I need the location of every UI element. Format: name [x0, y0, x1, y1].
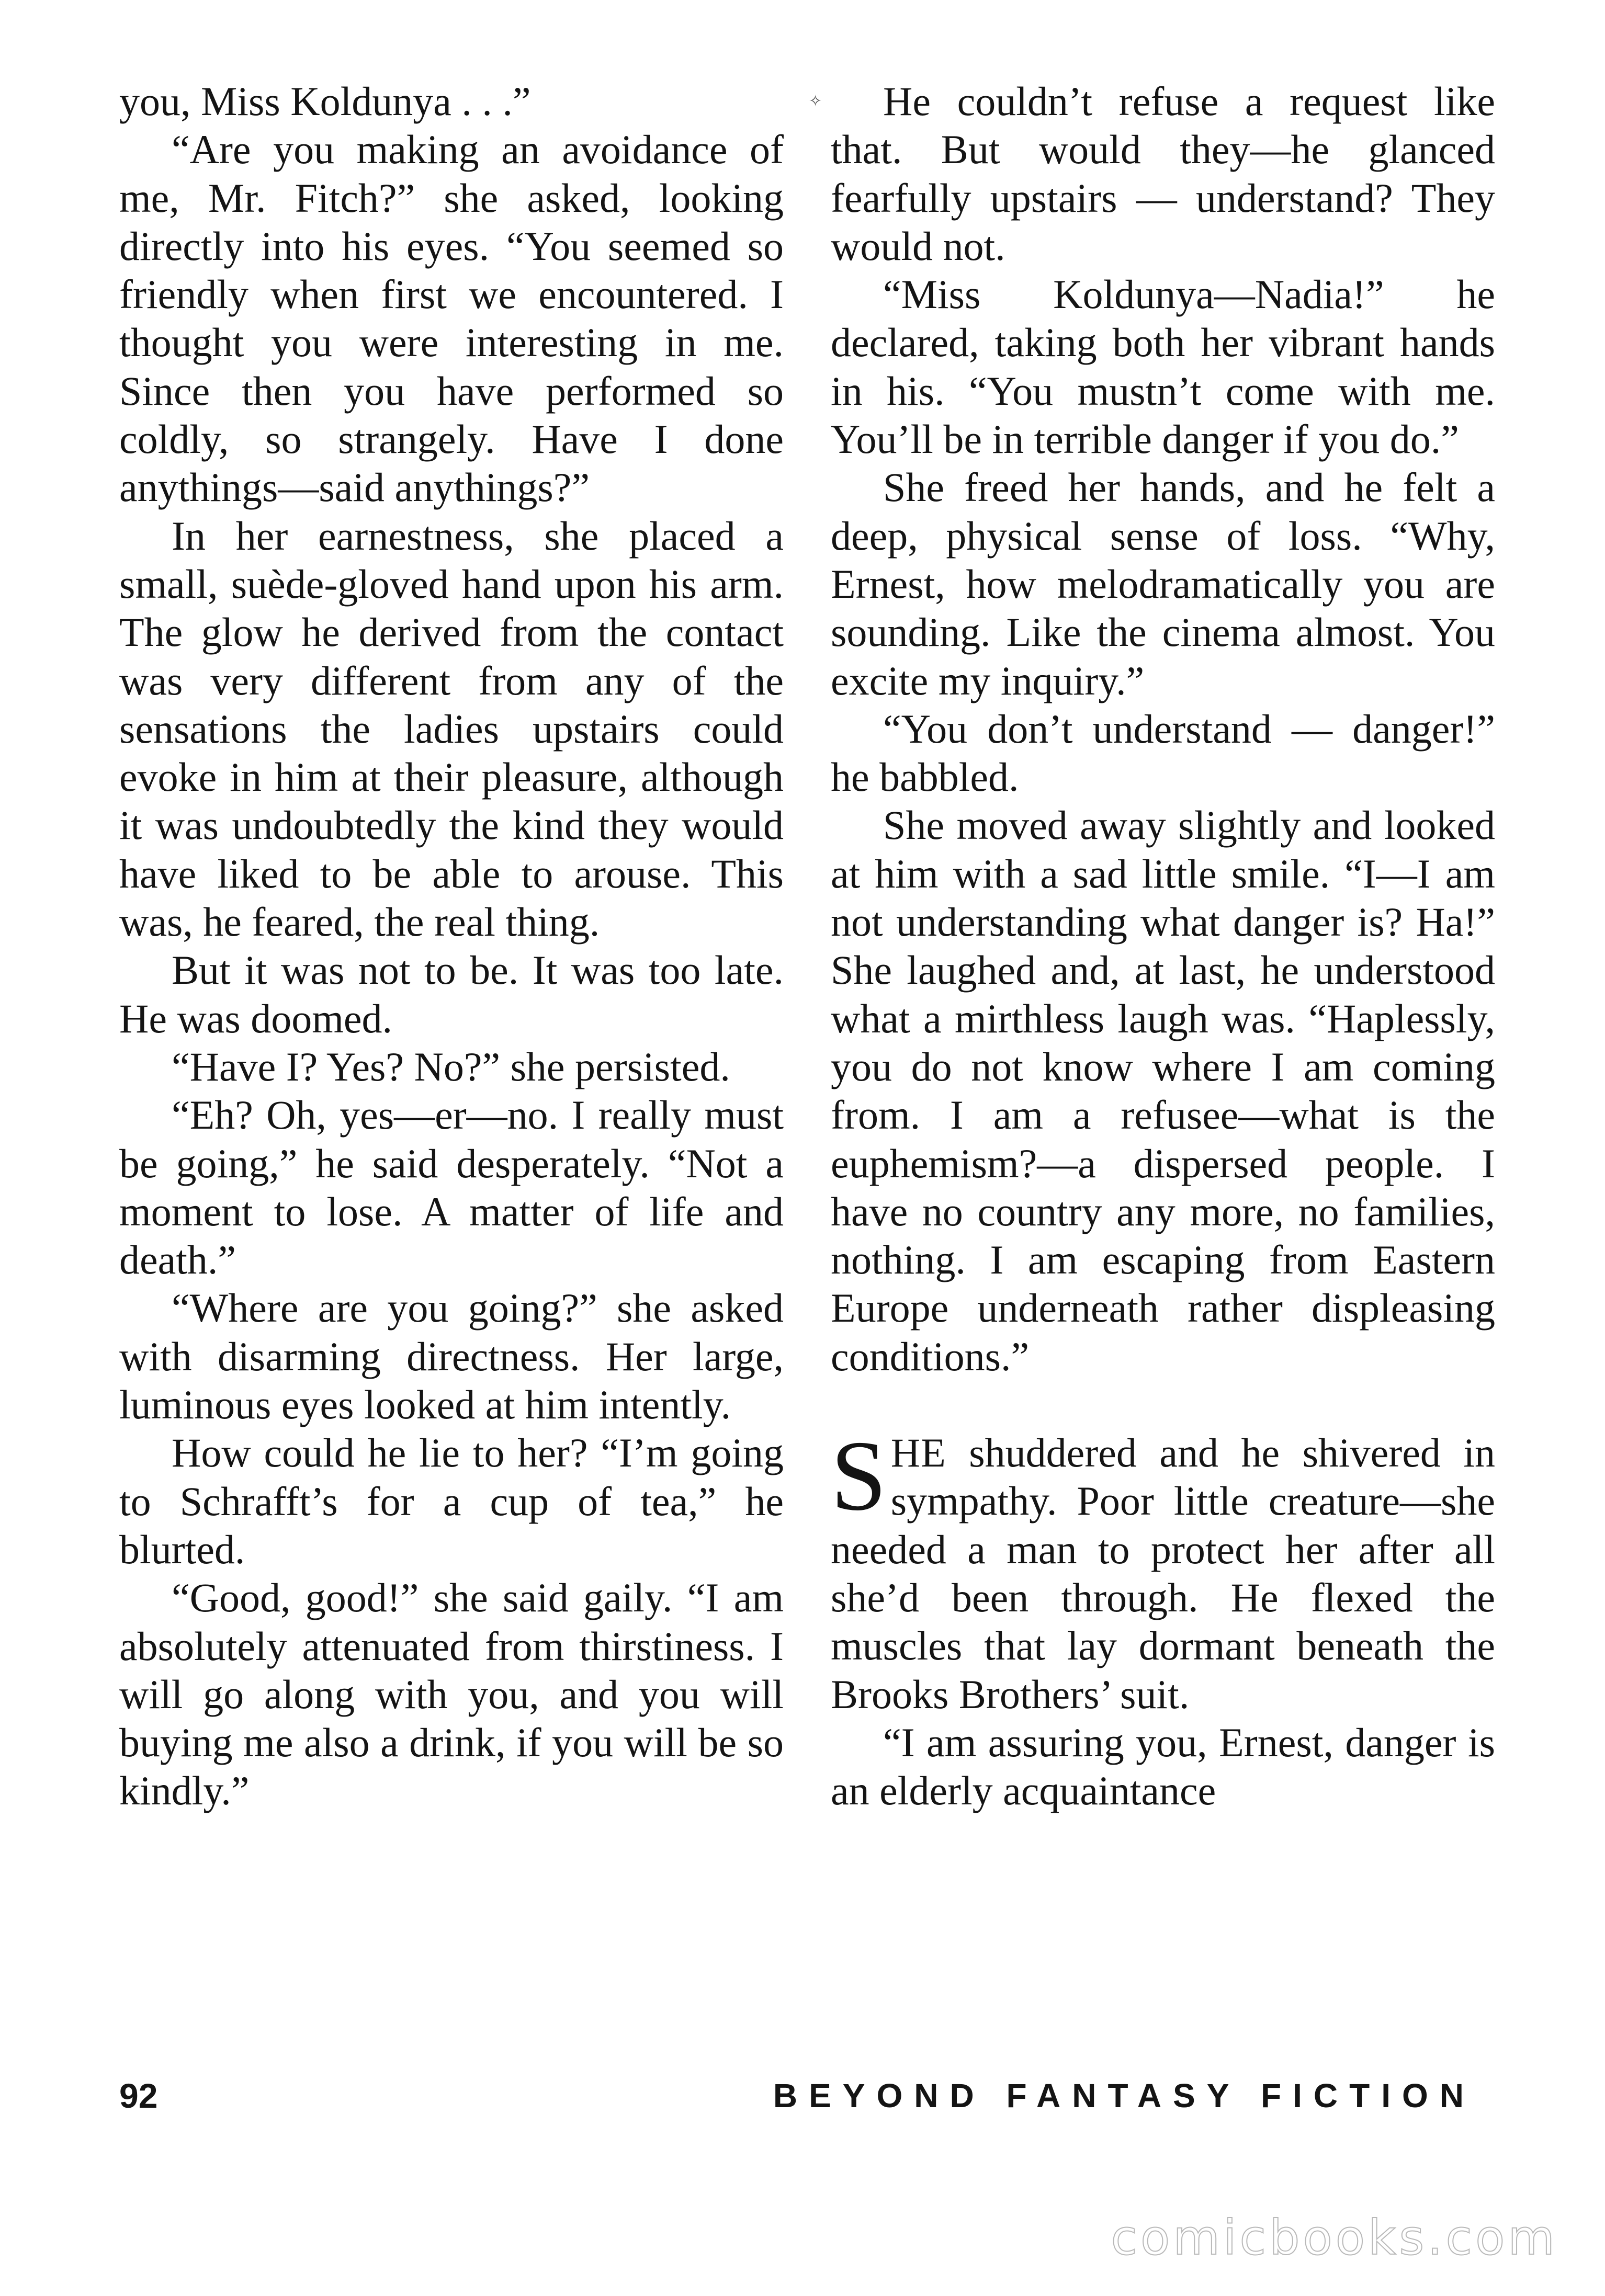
paragraph: “Have I? Yes? No?” she persisted.: [172, 1043, 730, 1089]
paragraph: “I am assuring you, Ernest, danger is an elderly acquaintance: [831, 1719, 1495, 1814]
paragraph: In her earnestness, she placed a small, suède-gloved hand upon his arm. The glow he derived from the contact was very different from any of the sensations the ladies upstairs could evoke in him at their pleasure, although it was undoubtedly the kind they would have liked to be able to arouse. This was, he feared, the real thing.: [119, 513, 784, 945]
paragraph: “Where are you going?” she asked with disarming directness. Her large, luminous eyes looked at him intently.: [119, 1285, 784, 1428]
page-number: 92: [119, 2076, 158, 2115]
paragraph: “Miss Koldunya—Nadia!” he declared, taking both her vibrant hands in his. “You mustn’t come with me. You’ll be in terrible danger if you do.”: [831, 271, 1495, 462]
paragraph: “You don’t understand — danger!” he babbled.: [831, 706, 1495, 800]
watermark: comicbooks.com: [1111, 2210, 1558, 2266]
section-first-text: shuddered and he shivered in sympathy. Poor little creature—she needed a man to protect her after all she’d been through. He flexed the muscles that lay dormant beneath the Brooks Brothers’ suit.: [831, 1430, 1495, 1717]
paragraph: “Are you making an avoidance of me, Mr. Fitch?” she asked, looking directly into his eyes. “You seemed so friendly when first we encountered. I thought you were interesting in me. Since then you have performed so coldly, so strangely. Have I done anythings—said anythings?”: [119, 127, 784, 510]
magazine-title: BEYOND FANTASY FICTION: [773, 2077, 1475, 2115]
drop-cap: S: [831, 1420, 887, 1532]
paragraph: “Eh? Oh, yes—er—no. I really must be going,” he said desperately. “Not a moment to lose. A matter of life and death.”: [119, 1092, 784, 1283]
paragraph: you, Miss Koldunya . . .”: [119, 78, 531, 124]
paragraph: “Good, good!” she said gaily. “I am absolutely attenuated from thirstiness. I will go along with you, and you will buying me also a drink, if you will be so kindly.”: [119, 1575, 784, 1814]
page-footer: [119, 2067, 1475, 2124]
section-opening-paragraph: [831, 1420, 1495, 1719]
paragraph: But it was not to be. It was too late. He was doomed.: [119, 947, 784, 1041]
paragraph: She freed her hands, and he felt a deep, physical sense of loss. “Why, Ernest, how melodramatically you are sounding. Like the cinema almost. You excite my inquiry.”: [831, 464, 1495, 703]
small-caps-lead: HE: [890, 1430, 946, 1476]
paragraph: He couldn’t refuse a request like that. But would they—he glanced fearfully upstairs — understand? They would not.: [831, 78, 1495, 269]
paragraph: She moved away slightly and looked at him with a sad little smile. “I—I am not understanding what danger is? Ha!” She laughed and, at last, he understood what a mirthless laugh was. “Haplessly, you do not know where I am coming from. I am a refusee—what is the euphemism?—a dispersed people. I have no country any more, no families, nothing. I am escaping from Eastern Europe underneath rather displeasing conditions.”: [831, 802, 1495, 1379]
print-speck: ✧: [809, 92, 822, 110]
right-column: [831, 77, 1495, 1815]
left-column: [119, 77, 784, 1815]
paragraph: How could he lie to her? “I’m going to Schrafft’s for a cup of tea,” he blurted.: [119, 1430, 784, 1572]
